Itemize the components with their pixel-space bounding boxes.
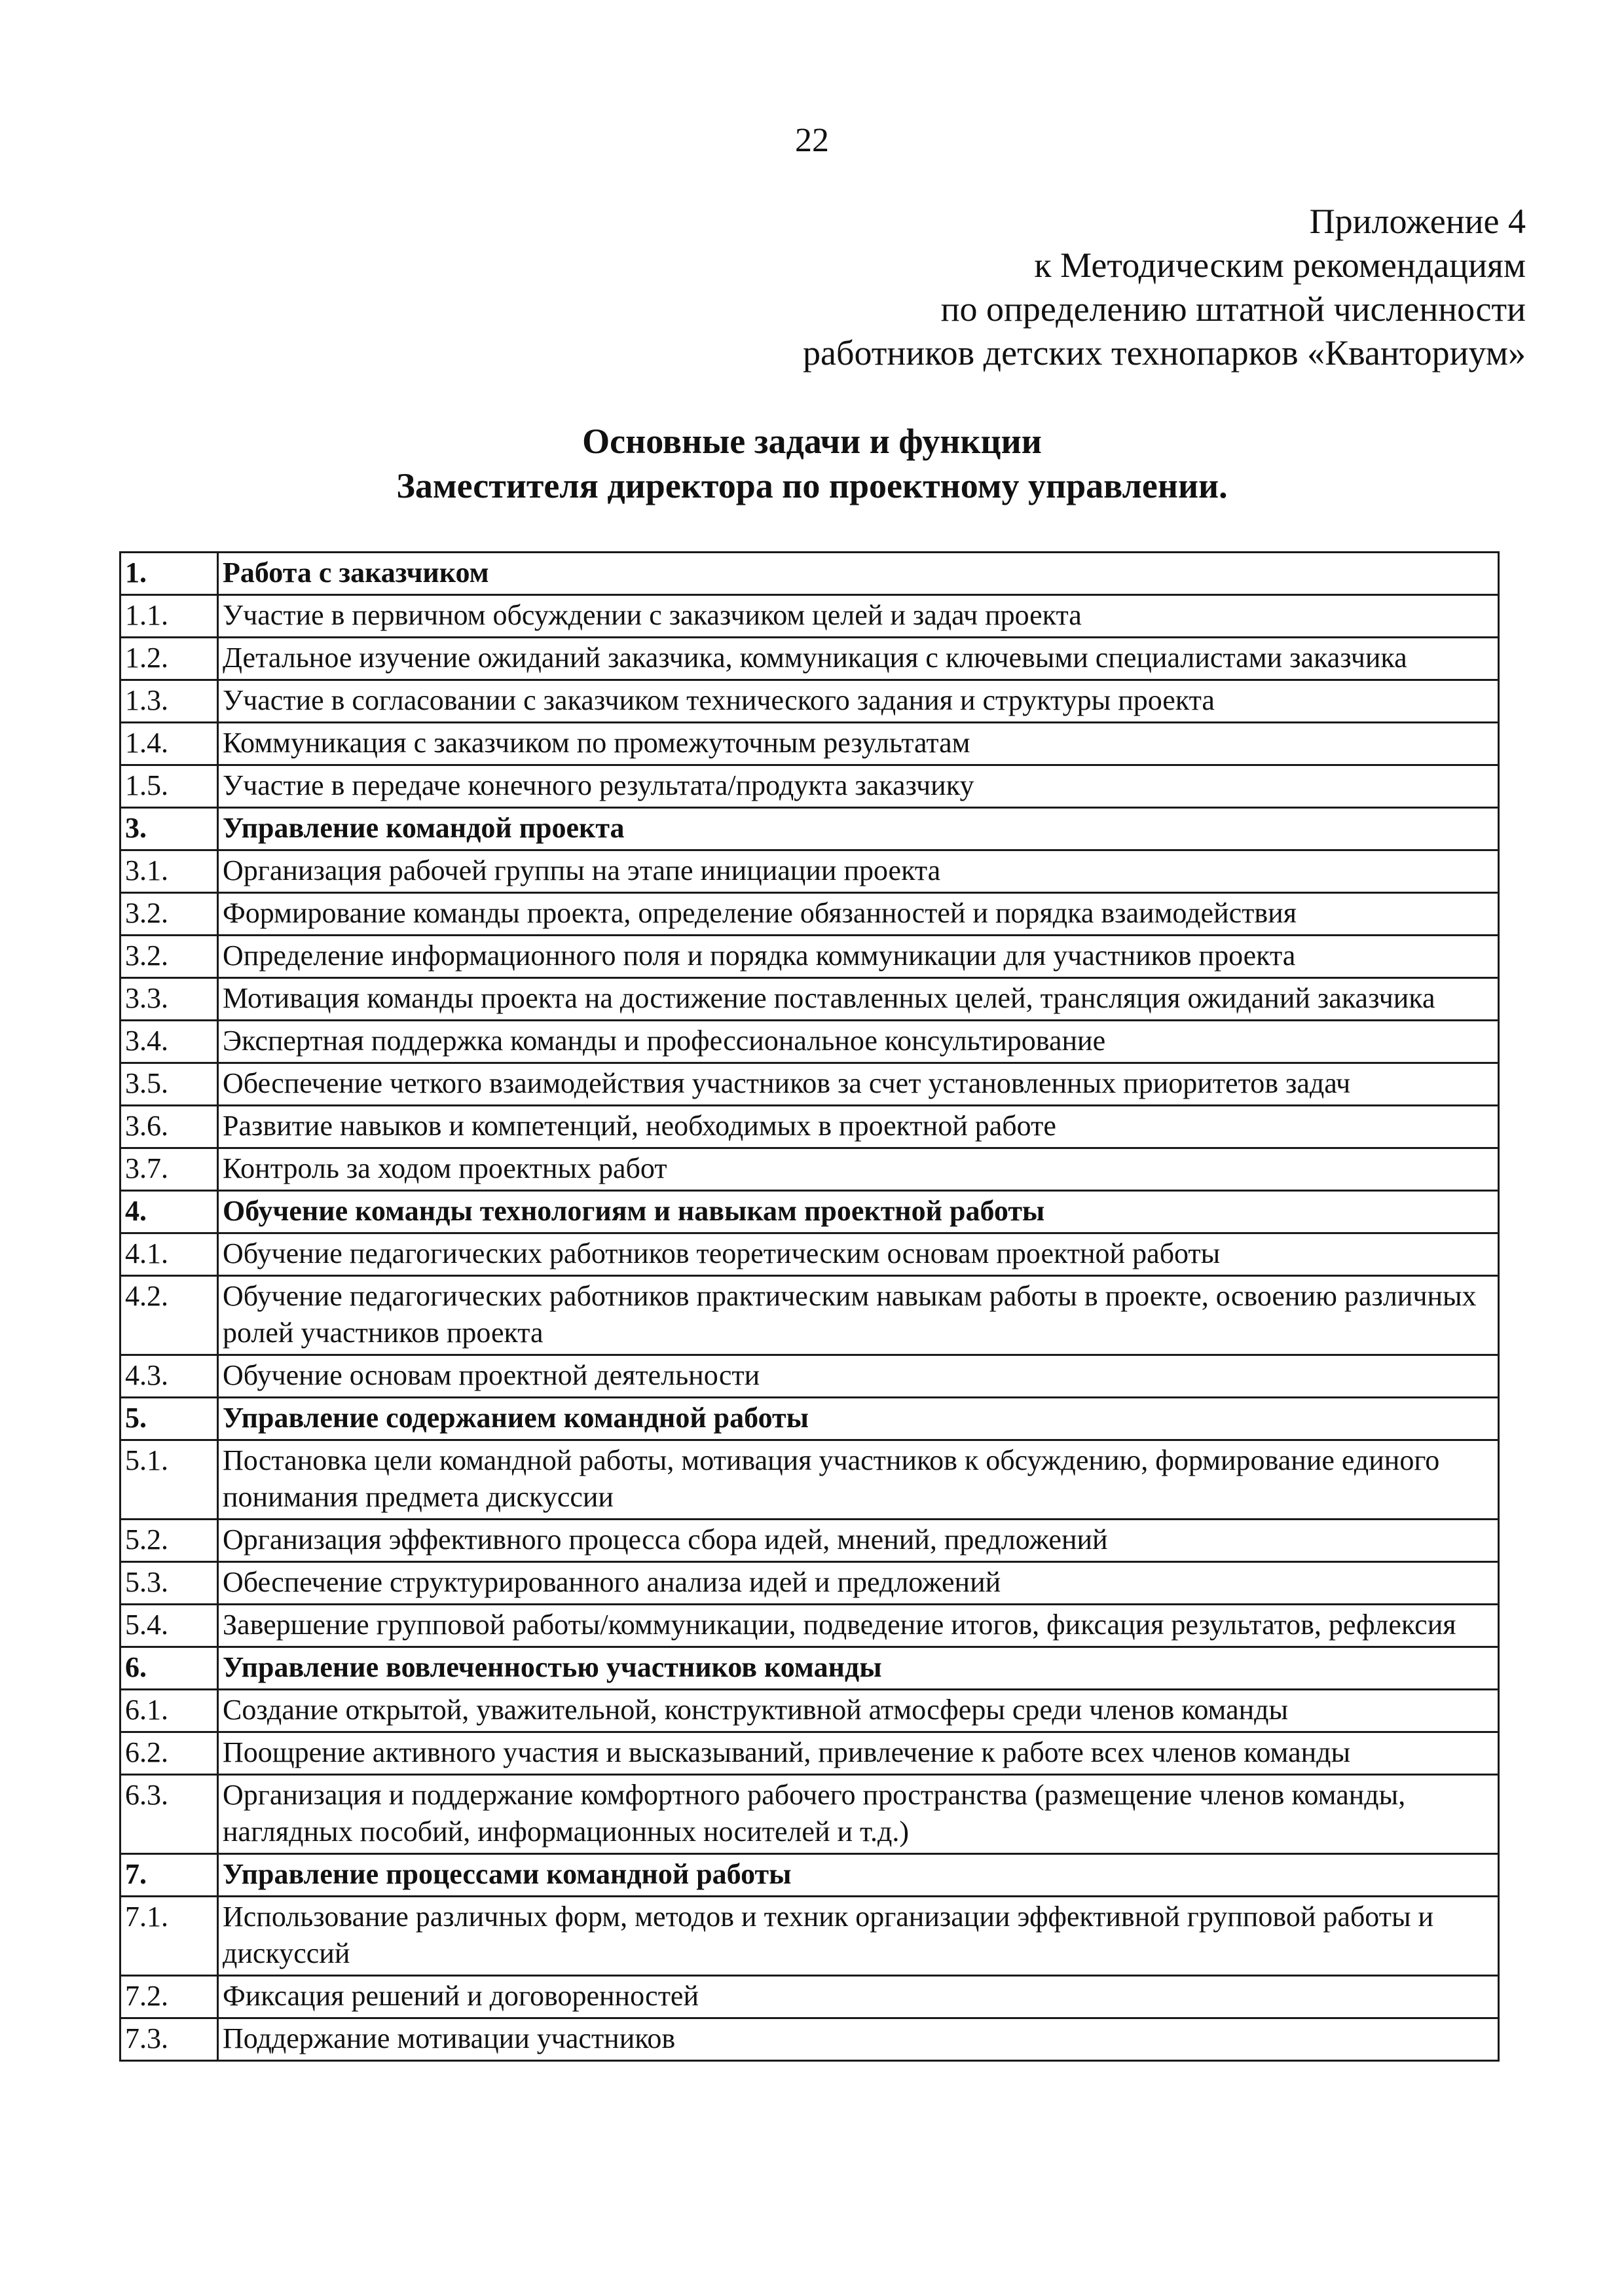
row-number: 7.3. xyxy=(120,2018,218,2061)
section-row xyxy=(120,1854,1499,1897)
section-row xyxy=(120,1647,1499,1690)
table-row xyxy=(120,638,1499,680)
row-number: 6.2. xyxy=(120,1732,218,1775)
task-description: Использование различных форм, методов и техник организации эффективной групповой работы и дискуссий xyxy=(218,1897,1499,1976)
table-row xyxy=(120,595,1499,638)
row-number: 5.4. xyxy=(120,1605,218,1647)
tasks-table-body xyxy=(120,553,1499,2061)
page-number: 22 xyxy=(795,122,829,159)
task-description: Мотивация команды проекта на достижение поставленных целей, трансляция ожиданий заказчика xyxy=(218,978,1499,1021)
row-number: 3.6. xyxy=(120,1106,218,1148)
task-description: Завершение групповой работы/коммуникации, подведение итогов, фиксация результатов, рефлексия xyxy=(218,1605,1499,1647)
row-number: 7.2. xyxy=(120,1976,218,2018)
appendix-header xyxy=(803,200,1526,375)
table-row xyxy=(120,1562,1499,1605)
row-number: 3.5. xyxy=(120,1063,218,1106)
task-description: Постановка цели командной работы, мотивация участников к обсуждению, формирование единого понимания предмета дискуссии xyxy=(218,1440,1499,1520)
row-number: 6.3. xyxy=(120,1775,218,1854)
row-number: 1.1. xyxy=(120,595,218,638)
table-row xyxy=(120,680,1499,723)
table-row xyxy=(120,1355,1499,1398)
task-description: Определение информационного поля и порядка коммуникации для участников проекта xyxy=(218,936,1499,978)
row-number: 7. xyxy=(120,1854,218,1897)
appendix-line-4: работников детских технопарков «Кванториум» xyxy=(803,333,1526,373)
row-number: 1.3. xyxy=(120,680,218,723)
task-description: Организация и поддержание комфортного рабочего пространства (размещение членов команды, наглядных пособий, информационных носителей и т.д.) xyxy=(218,1775,1499,1854)
table-row xyxy=(120,1897,1499,1976)
row-number: 5. xyxy=(120,1398,218,1440)
row-number: 4. xyxy=(120,1191,218,1233)
table-row xyxy=(120,2018,1499,2061)
row-number: 4.1. xyxy=(120,1233,218,1276)
row-number: 5.3. xyxy=(120,1562,218,1605)
appendix-line-1: Приложение 4 xyxy=(1309,202,1526,241)
section-row xyxy=(120,1191,1499,1233)
task-description: Обучение педагогических работников теоретическим основам проектной работы xyxy=(218,1233,1499,1276)
task-description: Фиксация решений и договоренностей xyxy=(218,1976,1499,2018)
table-row xyxy=(120,893,1499,936)
task-description: Обучение основам проектной деятельности xyxy=(218,1355,1499,1398)
task-description: Участие в передаче конечного результата/продукта заказчику xyxy=(218,765,1499,808)
row-number: 3.2. xyxy=(120,936,218,978)
table-row xyxy=(120,1605,1499,1647)
section-heading: Работа с заказчиком xyxy=(218,553,1499,595)
task-description: Коммуникация с заказчиком по промежуточным результатам xyxy=(218,723,1499,765)
row-number: 4.2. xyxy=(120,1276,218,1355)
row-number: 1. xyxy=(120,553,218,595)
row-number: 1.2. xyxy=(120,638,218,680)
section-heading: Обучение команды технологиям и навыкам проектной работы xyxy=(218,1191,1499,1233)
row-number: 5.2. xyxy=(120,1520,218,1562)
title-line-2: Заместителя директора по проектному управлении. xyxy=(396,466,1228,505)
section-row xyxy=(120,553,1499,595)
table-row xyxy=(120,1976,1499,2018)
tasks-table xyxy=(119,551,1500,2062)
section-row xyxy=(120,1398,1499,1440)
row-number: 3.1. xyxy=(120,850,218,893)
row-number: 3.4. xyxy=(120,1021,218,1063)
task-description: Организация эффективного процесса сбора идей, мнений, предложений xyxy=(218,1520,1499,1562)
table-row xyxy=(120,1520,1499,1562)
table-row xyxy=(120,850,1499,893)
task-description: Обеспечение четкого взаимодействия участников за счет установленных приоритетов задач xyxy=(218,1063,1499,1106)
appendix-line-3: по определению штатной численности xyxy=(940,289,1526,329)
table-row xyxy=(120,1775,1499,1854)
row-number: 4.3. xyxy=(120,1355,218,1398)
table-row xyxy=(120,1233,1499,1276)
task-description: Поддержание мотивации участников xyxy=(218,2018,1499,2061)
table-row xyxy=(120,1440,1499,1520)
table-row xyxy=(120,1106,1499,1148)
row-number: 7.1. xyxy=(120,1897,218,1976)
row-number: 6. xyxy=(120,1647,218,1690)
task-description: Организация рабочей группы на этапе инициации проекта xyxy=(218,850,1499,893)
table-row xyxy=(120,1148,1499,1191)
table-row xyxy=(120,723,1499,765)
section-heading: Управление командой проекта xyxy=(218,808,1499,850)
document-title xyxy=(0,419,1624,508)
title-line-1: Основные задачи и функции xyxy=(582,422,1042,461)
section-heading: Управление содержанием командной работы xyxy=(218,1398,1499,1440)
row-number: 3.7. xyxy=(120,1148,218,1191)
task-description: Создание открытой, уважительной, конструктивной атмосферы среди членов команды xyxy=(218,1690,1499,1732)
row-number: 5.1. xyxy=(120,1440,218,1520)
task-description: Обеспечение структурированного анализа идей и предложений xyxy=(218,1562,1499,1605)
task-description: Обучение педагогических работников практическим навыкам работы в проекте, освоению различных ролей участников проекта xyxy=(218,1276,1499,1355)
task-description: Участие в первичном обсуждении с заказчиком целей и задач проекта xyxy=(218,595,1499,638)
row-number: 1.5. xyxy=(120,765,218,808)
table-row xyxy=(120,978,1499,1021)
task-description: Контроль за ходом проектных работ xyxy=(218,1148,1499,1191)
row-number: 3.2. xyxy=(120,893,218,936)
task-description: Поощрение активного участия и высказываний, привлечение к работе всех членов команды xyxy=(218,1732,1499,1775)
section-row xyxy=(120,808,1499,850)
row-number: 6.1. xyxy=(120,1690,218,1732)
task-description: Формирование команды проекта, определение обязанностей и порядка взаимодействия xyxy=(218,893,1499,936)
row-number: 3. xyxy=(120,808,218,850)
task-description: Детальное изучение ожиданий заказчика, коммуникация с ключевыми специалистами заказчика xyxy=(218,638,1499,680)
task-description: Экспертная поддержка команды и профессиональное консультирование xyxy=(218,1021,1499,1063)
task-description: Участие в согласовании с заказчиком технического задания и структуры проекта xyxy=(218,680,1499,723)
section-heading: Управление вовлеченностью участников команды xyxy=(218,1647,1499,1690)
task-description: Развитие навыков и компетенций, необходимых в проектной работе xyxy=(218,1106,1499,1148)
table-row xyxy=(120,1690,1499,1732)
section-heading: Управление процессами командной работы xyxy=(218,1854,1499,1897)
row-number: 1.4. xyxy=(120,723,218,765)
table-row xyxy=(120,1021,1499,1063)
table-row xyxy=(120,1732,1499,1775)
table-row xyxy=(120,1063,1499,1106)
table-row xyxy=(120,1276,1499,1355)
table-row xyxy=(120,765,1499,808)
table-row xyxy=(120,936,1499,978)
appendix-line-2: к Методическим рекомендациям xyxy=(1034,246,1526,285)
row-number: 3.3. xyxy=(120,978,218,1021)
